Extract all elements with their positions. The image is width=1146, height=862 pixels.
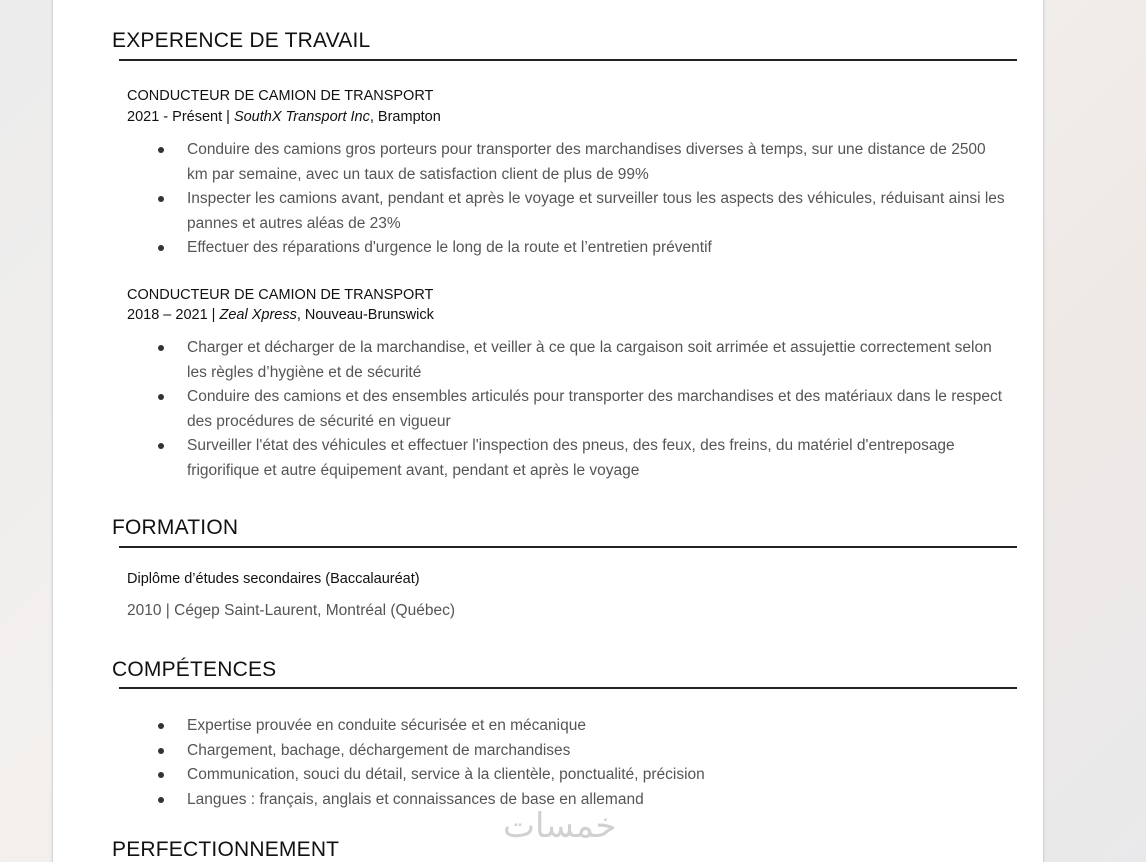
job-title: CONDUCTEUR DE CAMION DE TRANSPORT [127,88,434,104]
list-item: Charger et décharger de la marchandise, et veiller à ce que la cargaison soit arrimée et assujettie correctement selon les règles d’hygiène et de sécurité [127,336,1007,385]
section-divider [119,59,1017,61]
job-meta [127,307,434,323]
job-duties-list [127,138,1007,261]
job-meta [127,109,441,125]
education-details: 2010 | Cégep Saint-Laurent, Montréal (Québec) [127,602,455,619]
list-item: Communication, souci du détail, service à la clientèle, ponctualité, précision [127,763,1007,788]
job-company: SouthX Transport Inc [233,109,370,125]
list-item: Conduire des camions gros porteurs pour transporter des marchandises diverses à temps, sur une distance de 2500 km par semaine, avec un taux de satisfaction client de plus de 99% [127,138,1007,187]
job-title: CONDUCTEUR DE CAMION DE TRANSPORT [127,287,434,303]
list-item: Chargement, bachage, déchargement de marchandises [127,739,1007,764]
section-title-training: PERFECTIONNEMENT [112,838,340,861]
job-location: , Nouveau-Brunswick [296,307,434,323]
skills-list [127,714,1007,812]
section-divider [119,546,1017,548]
education-degree: Diplôme d’études secondaires (Baccalauréat) [127,571,420,587]
list-item: Langues : français, anglais et connaissances de base en allemand [127,788,1007,813]
job-period: 2021 - Présent | [127,109,234,125]
resume-page [52,0,1044,862]
list-item: Effectuer des réparations d'urgence le long de la route et l’entretien préventif [127,236,1007,261]
section-title-education: FORMATION [112,516,239,539]
list-item: Inspecter les camions avant, pendant et après le voyage et surveiller tous les aspects des véhicules, réduisant ainsi les pannes et autres aléas de 23% [127,187,1007,236]
job-period: 2018 – 2021 | [127,307,220,323]
section-title-skills: COMPÉTENCES [112,658,277,681]
list-item: Conduire des camions et des ensembles articulés pour transporter des marchandises et des matériaux dans le respect des procédures de sécurité en vigueur [127,385,1007,434]
job-company: Zeal Xpress [219,307,297,323]
section-title-experience: EXPERENCE DE TRAVAIL [112,29,371,52]
list-item: Surveiller l'état des véhicules et effectuer l'inspection des pneus, des feux, des freins, du matériel d'entreposage frigorifique et autre équipement avant, pendant et après le voyage [127,434,1007,483]
job-location: , Brampton [369,109,441,125]
list-item: Expertise prouvée en conduite sécurisée et en mécanique [127,714,1007,739]
job-duties-list [127,336,1007,483]
watermark-logo: خمسات [503,806,617,846]
section-divider [119,687,1017,689]
